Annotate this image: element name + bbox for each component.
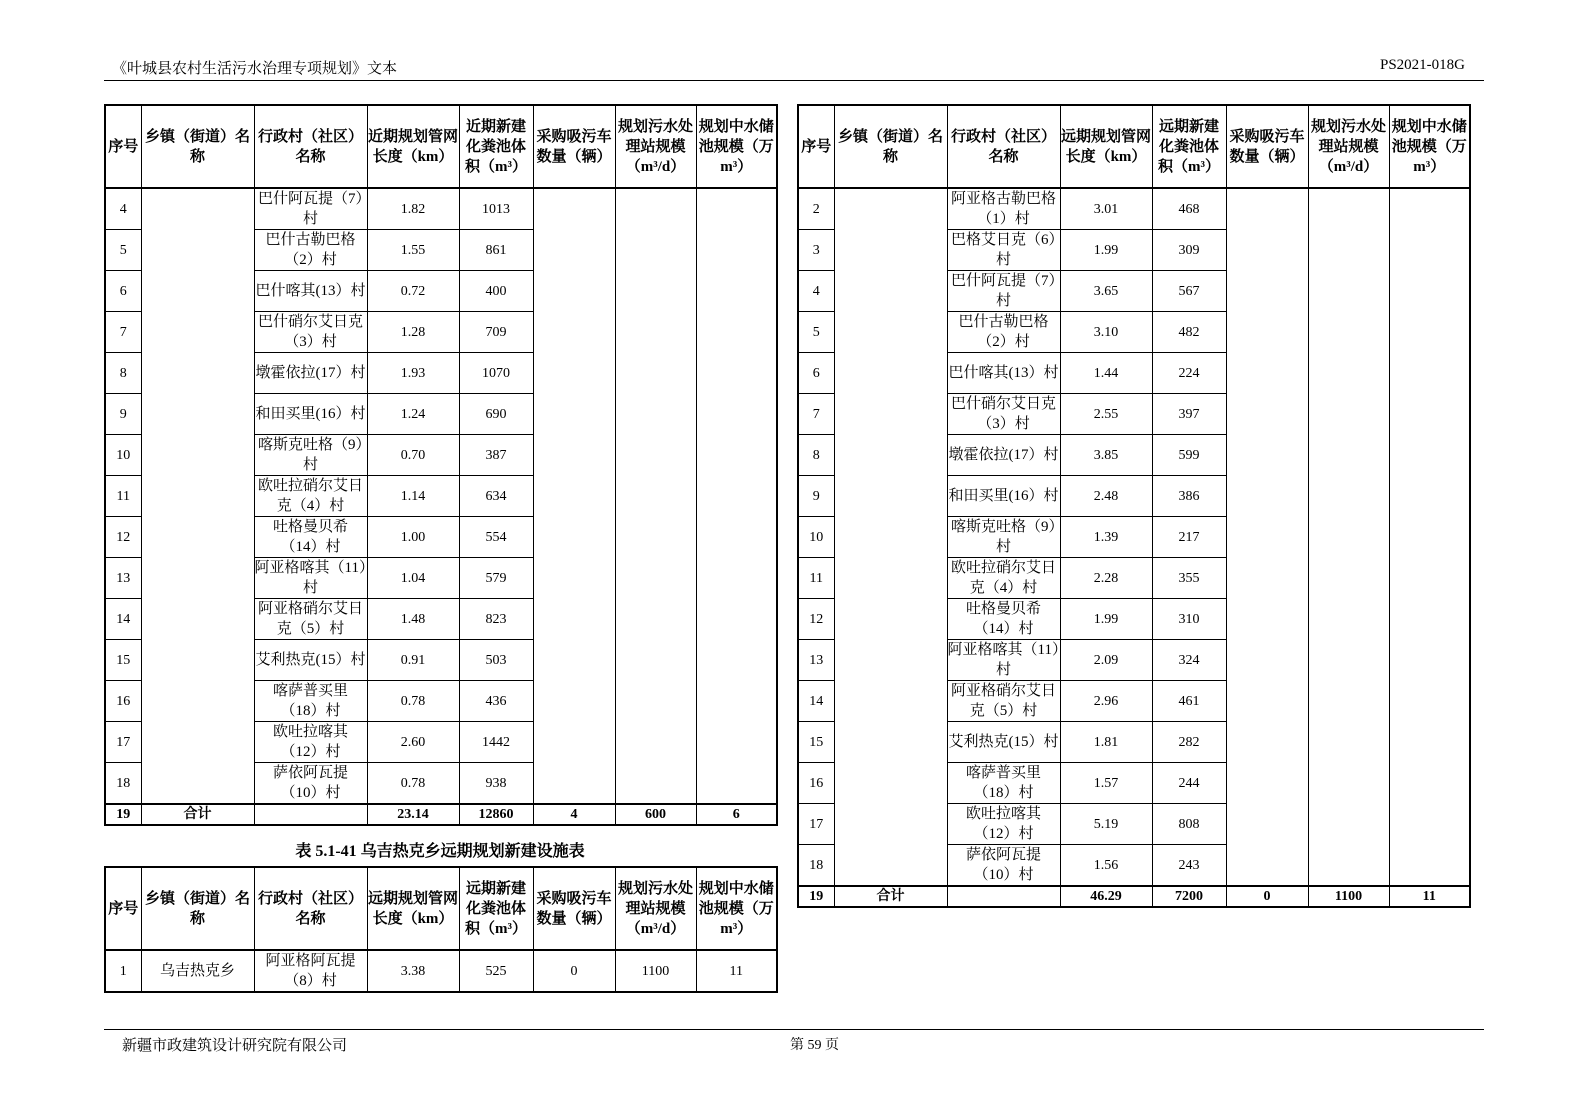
tank-volume: 397	[1152, 394, 1226, 435]
pipe-length: 1.55	[367, 230, 459, 271]
document-title: 《叶城县农村生活污水治理专项规划》文本	[112, 61, 398, 77]
tank-volume: 244	[1152, 763, 1226, 804]
table-header-row	[105, 867, 777, 950]
village-name: 巴什硝尔艾日克（3）村	[947, 394, 1060, 435]
row-number: 9	[105, 394, 141, 435]
reservoir-scale: 6	[696, 804, 777, 825]
column-header: 序号	[105, 105, 141, 188]
column-header: 规划污水处理站规模（m³/d）	[615, 867, 696, 950]
village-name: 和田买里(16）村	[947, 476, 1060, 517]
tank-volume: 217	[1152, 517, 1226, 558]
tank-volume: 282	[1152, 722, 1226, 763]
total-row	[105, 804, 777, 825]
row-number: 19	[798, 886, 834, 907]
table-row	[798, 188, 1470, 230]
station-scale: 1100	[1308, 886, 1389, 907]
village-name: 喀萨普买里（18）村	[947, 763, 1060, 804]
row-number: 15	[105, 640, 141, 681]
table-row	[105, 188, 777, 230]
column-header: 乡镇（街道）名称	[141, 105, 254, 188]
table-row	[105, 950, 777, 992]
column-header: 序号	[105, 867, 141, 950]
row-number: 10	[105, 435, 141, 476]
row-number: 14	[798, 681, 834, 722]
tank-volume: 309	[1152, 230, 1226, 271]
table-header-row	[105, 105, 777, 188]
column-header: 远期新建化粪池体积（m³）	[1152, 105, 1226, 188]
pipe-length: 2.09	[1060, 640, 1152, 681]
station-scale	[615, 188, 696, 804]
tank-volume: 503	[459, 640, 533, 681]
township-name	[141, 188, 254, 804]
tank-volume: 808	[1152, 804, 1226, 845]
row-number: 6	[798, 353, 834, 394]
row-number: 1	[105, 950, 141, 992]
row-number: 5	[105, 230, 141, 271]
tank-volume: 823	[459, 599, 533, 640]
village-name: 欧吐拉喀其（12）村	[254, 722, 367, 763]
tank-volume: 634	[459, 476, 533, 517]
column-header: 规划中水储池规模（万 m³）	[696, 105, 777, 188]
column-header: 行政村（社区）名称	[254, 867, 367, 950]
village-name: 欧吐拉喀其（12）村	[947, 804, 1060, 845]
row-number: 18	[105, 763, 141, 805]
tank-volume: 1442	[459, 722, 533, 763]
pipe-length: 1.81	[1060, 722, 1152, 763]
row-number: 10	[798, 517, 834, 558]
row-number: 17	[105, 722, 141, 763]
row-number: 13	[105, 558, 141, 599]
row-number: 12	[105, 517, 141, 558]
row-number: 8	[105, 353, 141, 394]
truck-count: 0	[533, 950, 615, 992]
row-number: 16	[105, 681, 141, 722]
tank-volume: 861	[459, 230, 533, 271]
document-code: PS2021-018G	[1379, 57, 1465, 73]
column-header: 采购吸污车数量（辆）	[533, 867, 615, 950]
tank-volume: 355	[1152, 558, 1226, 599]
pipe-length: 1.48	[367, 599, 459, 640]
total-label: 合计	[141, 804, 254, 825]
pipe-length: 1.00	[367, 517, 459, 558]
village-name: 墩霍依拉(17）村	[254, 353, 367, 394]
tank-volume: 938	[459, 763, 533, 805]
village-name: 和田买里(16）村	[254, 394, 367, 435]
village-name: 巴什喀其(13）村	[254, 271, 367, 312]
near-term-table-body	[105, 188, 777, 825]
pipe-length: 1.99	[1060, 599, 1152, 640]
column-header: 远期新建化粪池体积（m³）	[459, 867, 533, 950]
row-number: 14	[105, 599, 141, 640]
column-header: 远期规划管网长度（km）	[1060, 105, 1152, 188]
tank-volume: 554	[459, 517, 533, 558]
village-name: 喀萨普买里（18）村	[254, 681, 367, 722]
village-name: 欧吐拉硝尔艾日克（4）村	[947, 558, 1060, 599]
table-caption: 表 5.1-41 乌吉热克乡远期规划新建设施表	[295, 843, 585, 860]
column-header: 规划污水处理站规模（m³/d）	[615, 105, 696, 188]
row-number: 4	[798, 271, 834, 312]
pipe-length: 1.39	[1060, 517, 1152, 558]
village-name: 艾利热克(15）村	[254, 640, 367, 681]
pipe-length: 46.29	[1060, 886, 1152, 907]
pipe-length: 1.14	[367, 476, 459, 517]
row-number: 9	[798, 476, 834, 517]
village-name: 巴什硝尔艾日克（3）村	[254, 312, 367, 353]
pipe-length: 1.44	[1060, 353, 1152, 394]
row-number: 6	[105, 271, 141, 312]
tank-volume: 599	[1152, 435, 1226, 476]
pipe-length: 3.38	[367, 950, 459, 992]
tank-volume: 224	[1152, 353, 1226, 394]
footer-organization: 新疆市政建筑设计研究院有限公司	[122, 1038, 348, 1054]
row-number: 18	[798, 845, 834, 887]
station-scale: 1100	[615, 950, 696, 992]
tank-volume: 709	[459, 312, 533, 353]
pipe-length: 1.57	[1060, 763, 1152, 804]
reservoir-scale	[1389, 188, 1470, 886]
tank-volume: 525	[459, 950, 533, 992]
column-header: 乡镇（街道）名称	[834, 105, 947, 188]
footer-divider	[104, 1029, 1484, 1030]
tank-volume: 567	[1152, 271, 1226, 312]
truck-count	[533, 188, 615, 804]
column-header: 远期规划管网长度（km）	[367, 867, 459, 950]
truck-count	[1226, 188, 1308, 886]
page-number: 第 59 页	[790, 1038, 839, 1053]
pipe-length: 0.70	[367, 435, 459, 476]
township-name	[834, 188, 947, 886]
pipe-length: 1.04	[367, 558, 459, 599]
pipe-length: 2.55	[1060, 394, 1152, 435]
village-name: 巴什阿瓦提（7）村	[947, 271, 1060, 312]
column-header: 规划中水储池规模（万 m³）	[1389, 105, 1470, 188]
pipe-length: 2.96	[1060, 681, 1152, 722]
row-number: 4	[105, 188, 141, 230]
tank-volume: 690	[459, 394, 533, 435]
table-header-row	[798, 105, 1470, 188]
row-number: 8	[798, 435, 834, 476]
column-header: 规划污水处理站规模（m³/d）	[1308, 105, 1389, 188]
reservoir-scale: 11	[696, 950, 777, 992]
village-name: 萨依阿瓦提（10）村	[947, 845, 1060, 887]
village-name: 艾利热克(15）村	[947, 722, 1060, 763]
tank-volume: 324	[1152, 640, 1226, 681]
tank-volume: 387	[459, 435, 533, 476]
village-name	[254, 804, 367, 825]
pipe-length: 5.19	[1060, 804, 1152, 845]
station-scale: 600	[615, 804, 696, 825]
row-number: 2	[798, 188, 834, 230]
tank-volume: 482	[1152, 312, 1226, 353]
row-number: 12	[798, 599, 834, 640]
column-header: 行政村（社区）名称	[254, 105, 367, 188]
village-name: 阿亚格古勒巴格（1）村	[947, 188, 1060, 230]
reservoir-scale	[696, 188, 777, 804]
row-number: 16	[798, 763, 834, 804]
village-name: 吐格曼贝希（14）村	[254, 517, 367, 558]
tank-volume: 7200	[1152, 886, 1226, 907]
tank-volume: 386	[1152, 476, 1226, 517]
pipe-length: 1.99	[1060, 230, 1152, 271]
row-number: 5	[798, 312, 834, 353]
village-name: 欧吐拉硝尔艾日克（4）村	[254, 476, 367, 517]
row-number: 19	[105, 804, 141, 825]
tank-volume: 1070	[459, 353, 533, 394]
village-name	[947, 886, 1060, 907]
village-name: 巴什古勒巴格（2）村	[947, 312, 1060, 353]
pipe-length: 3.10	[1060, 312, 1152, 353]
column-header: 乡镇（街道）名称	[141, 867, 254, 950]
row-number: 3	[798, 230, 834, 271]
village-name: 巴什古勒巴格（2）村	[254, 230, 367, 271]
column-header: 采购吸污车数量（辆）	[533, 105, 615, 188]
pipe-length: 2.28	[1060, 558, 1152, 599]
pipe-length: 3.65	[1060, 271, 1152, 312]
row-number: 11	[798, 558, 834, 599]
village-name: 萨依阿瓦提（10）村	[254, 763, 367, 805]
header-divider	[104, 80, 1484, 81]
tank-volume: 461	[1152, 681, 1226, 722]
pipe-length: 0.78	[367, 763, 459, 805]
reservoir-scale: 11	[1389, 886, 1470, 907]
pipe-length: 1.28	[367, 312, 459, 353]
tank-volume: 436	[459, 681, 533, 722]
tank-volume: 468	[1152, 188, 1226, 230]
pipe-length: 1.24	[367, 394, 459, 435]
row-number: 15	[798, 722, 834, 763]
pipe-length: 3.01	[1060, 188, 1152, 230]
column-header: 近期新建化粪池体积（m³）	[459, 105, 533, 188]
pipe-length: 2.48	[1060, 476, 1152, 517]
village-name: 阿亚格硝尔艾日克（5）村	[947, 681, 1060, 722]
village-name: 巴什喀其(13）村	[947, 353, 1060, 394]
tank-volume: 310	[1152, 599, 1226, 640]
column-header: 行政村（社区）名称	[947, 105, 1060, 188]
row-number: 17	[798, 804, 834, 845]
village-name: 喀斯克吐格（9）村	[254, 435, 367, 476]
tank-volume: 12860	[459, 804, 533, 825]
total-row	[798, 886, 1470, 907]
column-header: 规划中水储池规模（万 m³）	[696, 867, 777, 950]
village-name: 喀斯克吐格（9）村	[947, 517, 1060, 558]
row-number: 7	[105, 312, 141, 353]
village-name: 巴格艾日克（6）村	[947, 230, 1060, 271]
village-name: 巴什阿瓦提（7）村	[254, 188, 367, 230]
tank-volume: 400	[459, 271, 533, 312]
village-name: 阿亚格阿瓦提（8）村	[254, 950, 367, 992]
village-name: 阿亚格喀其（11）村	[254, 558, 367, 599]
far-term-table-body	[798, 188, 1470, 907]
row-number: 7	[798, 394, 834, 435]
village-name: 阿亚格硝尔艾日克（5）村	[254, 599, 367, 640]
total-label: 合计	[834, 886, 947, 907]
village-name: 吐格曼贝希（14）村	[947, 599, 1060, 640]
tank-volume: 579	[459, 558, 533, 599]
township-name: 乌吉热克乡	[141, 950, 254, 992]
pipe-length: 1.82	[367, 188, 459, 230]
truck-count: 0	[1226, 886, 1308, 907]
tank-volume: 243	[1152, 845, 1226, 887]
pipe-length: 23.14	[367, 804, 459, 825]
pipe-length: 3.85	[1060, 435, 1152, 476]
pipe-length: 1.93	[367, 353, 459, 394]
station-scale	[1308, 188, 1389, 886]
column-header: 近期规划管网长度（km）	[367, 105, 459, 188]
pipe-length: 0.78	[367, 681, 459, 722]
column-header: 序号	[798, 105, 834, 188]
pipe-length: 0.72	[367, 271, 459, 312]
row-number: 11	[105, 476, 141, 517]
truck-count: 4	[533, 804, 615, 825]
village-name: 阿亚格喀其（11）村	[947, 640, 1060, 681]
far-term-table-part2	[797, 104, 1471, 908]
pipe-length: 0.91	[367, 640, 459, 681]
row-number: 13	[798, 640, 834, 681]
pipe-length: 1.56	[1060, 845, 1152, 887]
tank-volume: 1013	[459, 188, 533, 230]
pipe-length: 2.60	[367, 722, 459, 763]
column-header: 采购吸污车数量（辆）	[1226, 105, 1308, 188]
village-name: 墩霍依拉(17）村	[947, 435, 1060, 476]
near-term-table	[104, 104, 778, 826]
far-term-table-part1	[104, 866, 778, 993]
